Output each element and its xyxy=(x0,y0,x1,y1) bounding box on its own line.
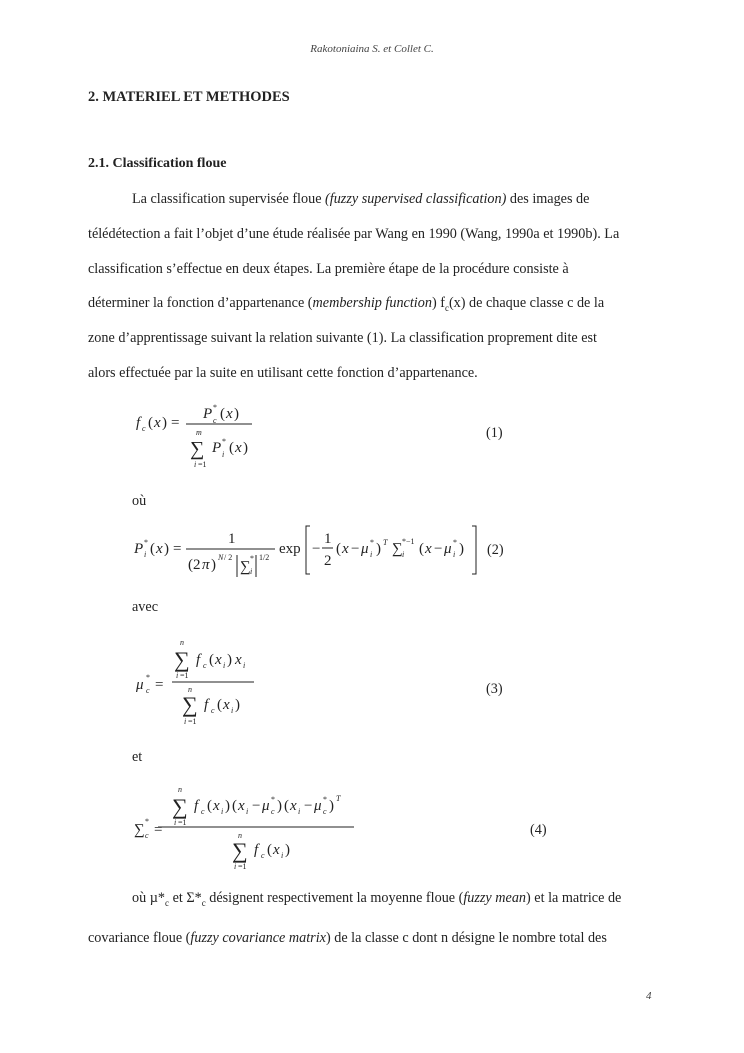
svg-text:=: = xyxy=(171,415,180,431)
paragraph-line: zone d’apprentissage suivant la relation suivante (1). La classification proprement dite est xyxy=(88,330,597,346)
svg-text:−: − xyxy=(351,541,360,557)
svg-text:i: i xyxy=(184,717,187,726)
svg-text:*: * xyxy=(453,538,457,547)
svg-text:*: * xyxy=(250,554,254,563)
svg-text:T: T xyxy=(383,538,388,547)
svg-text:i: i xyxy=(223,661,226,670)
subscript: c xyxy=(201,897,206,908)
svg-text:c: c xyxy=(142,424,146,433)
svg-text:): ) xyxy=(285,842,290,858)
svg-text:(: ( xyxy=(220,406,225,422)
svg-text:*−1: *−1 xyxy=(402,537,415,546)
svg-text:μ: μ xyxy=(136,677,144,693)
svg-text:1: 1 xyxy=(324,531,332,547)
equation-number: (4) xyxy=(530,822,547,838)
svg-text:−: − xyxy=(312,541,321,557)
svg-text:): ) xyxy=(329,798,334,814)
subscript: c xyxy=(165,897,170,908)
svg-text:n: n xyxy=(238,831,242,840)
svg-text:P: P xyxy=(212,440,222,456)
svg-text:): ) xyxy=(235,697,240,713)
svg-text:x: x xyxy=(425,541,432,557)
svg-text:(: ( xyxy=(284,798,289,814)
svg-text:∑: ∑ xyxy=(134,822,145,838)
equation-number: (1) xyxy=(486,425,503,441)
svg-text:∑: ∑ xyxy=(182,692,198,717)
svg-text:i: i xyxy=(246,807,249,816)
svg-text:x: x xyxy=(235,652,242,668)
svg-text:c: c xyxy=(213,416,217,425)
svg-text:*: * xyxy=(222,437,226,446)
svg-text:f: f xyxy=(254,842,259,858)
equation-number: (3) xyxy=(486,681,503,697)
svg-text:i: i xyxy=(298,807,301,816)
svg-text:μ: μ xyxy=(444,541,452,557)
svg-text:): ) xyxy=(211,557,216,573)
svg-text:i: i xyxy=(174,818,177,827)
svg-text:π: π xyxy=(202,557,210,573)
svg-text:T: T xyxy=(336,794,341,803)
text-span: des images de xyxy=(506,191,590,207)
paragraph-line: classification s’effectue en deux étapes. La première étape de la procédure consiste à xyxy=(88,261,569,277)
svg-text:i: i xyxy=(231,706,234,715)
paragraph-line: télédétection a fait l’objet d’une étude réalisée par Wang en 1990 (Wang, 1990a et 1990b). La xyxy=(88,226,620,242)
equation-number: (2) xyxy=(487,542,504,558)
svg-text:(: ( xyxy=(148,415,153,431)
text-span: ) de la classe c dont n désigne le nombre total des xyxy=(325,930,607,946)
paragraph-line xyxy=(88,295,604,313)
svg-text:(: ( xyxy=(217,697,222,713)
svg-text:=1: =1 xyxy=(178,818,187,827)
text-span: ) et la matrice de xyxy=(526,890,622,906)
paragraph-line: alors effectuée par la suite en utilisant cette fonction d’appartenance. xyxy=(88,365,478,381)
svg-text:∑: ∑ xyxy=(172,794,188,819)
svg-text:=: = xyxy=(173,541,182,557)
svg-text:i: i xyxy=(234,862,237,871)
svg-text:f: f xyxy=(196,652,201,668)
svg-text:=1: =1 xyxy=(188,717,197,726)
text-span: et Σ* xyxy=(169,890,202,906)
svg-text:*: * xyxy=(144,538,148,547)
svg-text:=: = xyxy=(155,677,164,693)
connector-word: où xyxy=(132,493,147,509)
paragraph-line xyxy=(132,890,621,908)
equation-2-formula xyxy=(132,520,492,580)
svg-text:c: c xyxy=(271,807,275,816)
svg-text:i: i xyxy=(176,671,179,680)
section-title: 2. MATERIEL ET METHODES xyxy=(88,89,290,105)
svg-text:x: x xyxy=(235,440,242,456)
svg-text:(: ( xyxy=(209,652,214,668)
svg-text:−: − xyxy=(252,798,261,814)
svg-text:): ) xyxy=(225,798,230,814)
svg-text:*: * xyxy=(271,795,275,804)
svg-text:f: f xyxy=(194,798,199,814)
svg-text:∑: ∑ xyxy=(190,438,205,460)
svg-text:x: x xyxy=(213,798,220,814)
svg-text:x: x xyxy=(156,541,163,557)
svg-text:*: * xyxy=(323,795,327,804)
svg-text:(: ( xyxy=(267,842,272,858)
svg-text:x: x xyxy=(215,652,222,668)
svg-text:n: n xyxy=(188,685,192,694)
svg-text:=1: =1 xyxy=(238,862,247,871)
connector-word: avec xyxy=(132,599,158,615)
svg-text:−: − xyxy=(304,798,313,814)
text-span: ) f xyxy=(431,295,445,311)
text-span: où µ* xyxy=(132,890,166,906)
svg-text:∑: ∑ xyxy=(392,541,403,557)
svg-text:i: i xyxy=(281,851,284,860)
svg-text:−: − xyxy=(434,541,443,557)
svg-text:(: ( xyxy=(419,541,424,557)
svg-text:i: i xyxy=(402,550,405,559)
paragraph-line xyxy=(88,930,607,947)
svg-text:/ 2: / 2 xyxy=(224,553,233,562)
svg-text:x: x xyxy=(226,406,233,422)
equation-4-formula xyxy=(132,782,372,874)
svg-text:c: c xyxy=(323,807,327,816)
svg-text:): ) xyxy=(277,798,282,814)
svg-text:(2: (2 xyxy=(188,557,201,573)
svg-text:P: P xyxy=(134,541,144,557)
text-span: (x) de chaque classe c de la xyxy=(448,295,605,311)
svg-text:(: ( xyxy=(150,541,155,557)
svg-text:(: ( xyxy=(336,541,341,557)
svg-text:): ) xyxy=(164,541,169,557)
svg-text:i: i xyxy=(194,460,197,469)
text-span-italic: fuzzy mean xyxy=(463,890,527,906)
svg-text:∑: ∑ xyxy=(174,647,190,672)
svg-text:c: c xyxy=(211,706,215,715)
subsection-title: 2.1. Classification floue xyxy=(88,156,227,171)
svg-text:): ) xyxy=(459,541,464,557)
text-span-italic: fuzzy covariance matrix xyxy=(190,930,326,946)
svg-text:x: x xyxy=(223,697,230,713)
text-span-italic: membership function xyxy=(312,295,432,311)
text-span: covariance floue ( xyxy=(88,930,191,946)
svg-text:(: ( xyxy=(207,798,212,814)
svg-text:i: i xyxy=(222,450,225,459)
svg-text:): ) xyxy=(234,406,239,422)
svg-text:μ: μ xyxy=(314,798,322,814)
svg-text:i: i xyxy=(370,550,373,559)
svg-text:i: i xyxy=(453,550,456,559)
svg-text:∑: ∑ xyxy=(232,838,248,863)
svg-text:=1: =1 xyxy=(180,671,189,680)
svg-text:c: c xyxy=(145,831,149,840)
svg-text:(: ( xyxy=(229,440,234,456)
connector-word: et xyxy=(132,749,143,765)
text-span: désignent respectivement la moyenne floue ( xyxy=(205,890,464,906)
svg-text:*: * xyxy=(370,538,374,547)
svg-text:exp: exp xyxy=(279,541,301,557)
running-header: Rakotoniaina S. et Collet C. xyxy=(310,43,434,55)
equation-3-formula xyxy=(132,632,272,732)
svg-text:1/2: 1/2 xyxy=(259,553,270,562)
svg-text:n: n xyxy=(180,638,184,647)
svg-text:*: * xyxy=(145,817,149,826)
svg-text:f: f xyxy=(204,697,209,713)
svg-text:(: ( xyxy=(232,798,237,814)
svg-text:): ) xyxy=(162,415,167,431)
svg-text:i: i xyxy=(243,661,246,670)
svg-text:f: f xyxy=(136,415,141,431)
page-number: 4 xyxy=(646,990,652,1002)
svg-text:x: x xyxy=(238,798,245,814)
svg-text:=1: =1 xyxy=(198,460,207,469)
svg-text:c: c xyxy=(261,851,265,860)
svg-text:i: i xyxy=(144,550,147,559)
svg-text:N: N xyxy=(218,553,224,562)
svg-text:x: x xyxy=(154,415,161,431)
svg-text:c: c xyxy=(201,807,205,816)
svg-text:m: m xyxy=(196,428,202,437)
svg-text:=: = xyxy=(154,822,163,838)
svg-text:i: i xyxy=(221,807,224,816)
svg-text:2: 2 xyxy=(324,553,332,569)
svg-text:∑: ∑ xyxy=(240,559,251,575)
svg-text:i: i xyxy=(250,567,253,576)
svg-text:μ: μ xyxy=(361,541,369,557)
svg-text:μ: μ xyxy=(262,798,270,814)
svg-text:): ) xyxy=(227,652,232,668)
text-span: déterminer la fonction d’appartenance ( xyxy=(88,295,313,311)
svg-text:x: x xyxy=(342,541,349,557)
svg-text:n: n xyxy=(178,785,182,794)
svg-text:*: * xyxy=(213,403,217,412)
svg-text:1: 1 xyxy=(228,531,236,547)
text-span-italic: (fuzzy supervised classification) xyxy=(325,191,507,207)
svg-text:*: * xyxy=(146,673,150,682)
svg-text:P: P xyxy=(203,406,213,422)
svg-text:): ) xyxy=(243,440,248,456)
text-span: La classification supervisée floue xyxy=(132,191,326,207)
equation-1-formula xyxy=(132,398,282,476)
svg-text:c: c xyxy=(146,686,150,695)
svg-text:): ) xyxy=(376,541,381,557)
paragraph-line xyxy=(132,191,589,208)
subscript: c xyxy=(444,302,449,313)
svg-text:x: x xyxy=(290,798,297,814)
svg-text:c: c xyxy=(203,661,207,670)
svg-text:x: x xyxy=(273,842,280,858)
